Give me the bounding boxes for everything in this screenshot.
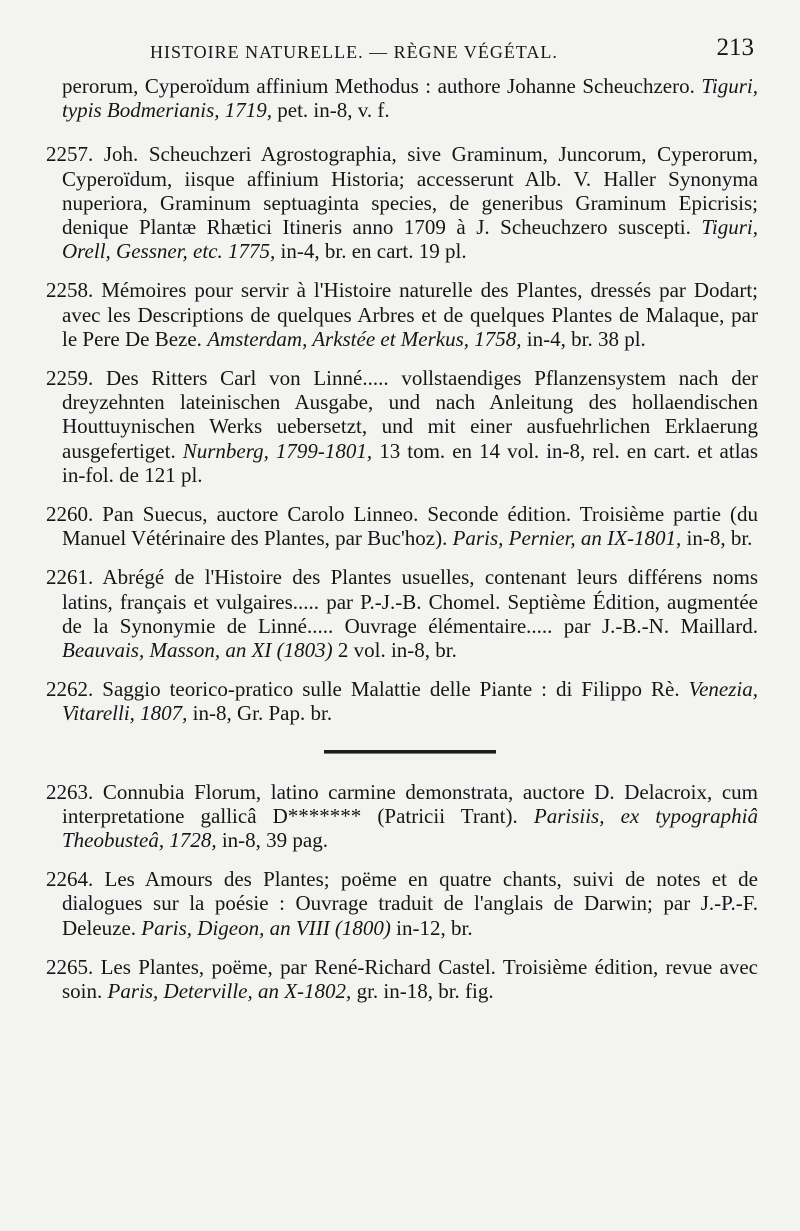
entry-text: Des Ritters Carl von Linné..... vollstaendiges Pflanzensystem nach der dreyzehnten lateinischen Ausgabe, und nach Anleitung des hollaendischen Houttuynischen Werks uebersetzt, und mit einer ausfuehrlichen Erklaerung ausgefertiget. [62,366,759,463]
entry-text: Pan Suecus, auctore Carolo Linneo. Seconde édition. Troisième partie (du Manuel Vétérinaire des Plantes, par Buc'hoz). [62,502,758,551]
entry-number: 2259. [46,366,94,391]
entry-imprint: Beauvais, Masson, an XI (1803) [62,638,333,663]
page-number: 213 [716,34,754,61]
entry-text: Les Amours des Plantes; poëme en quatre chants, suivi de notes et de dialogues sur la poésie : Ouvrage traduit de l'anglais de Darwin; par J.-P.-F. Deleuze. [62,867,759,940]
entry-text: Saggio teorico-pratico sulle Malattie delle Piante : di Filippo Rè. [102,677,680,702]
entry-imprint: Tiguri, typis Bodmerianis, 1719, [62,74,758,123]
entry-number: 2262. [46,677,94,702]
entry-format: in-4, br. 38 pl. [526,326,646,351]
entry-number: 2263. [46,779,94,804]
entry-text: Abrégé de l'Histoire des Plantes usuelles, contenant leurs différens noms latins, français et vulgaires..... par P.-J.-B. Chomel. Septième Édition, augmentée de la Synonymie de Linné..... Ouvrage élémentaire..... par J.-B.-N. Maillard. [62,565,758,638]
section-divider-rule [324,750,496,754]
entry-number: 2257. [46,142,94,167]
entry-imprint: Nurnberg, 1799-1801, [182,438,373,463]
entry-number: 2260. [46,502,94,527]
entry-format: in-8, Gr. Pap. br. [192,701,333,726]
catalogue-entry [46,502,758,551]
page-header [62,30,758,74]
catalogue-entries [46,74,759,1004]
entry-imprint: Amsterdam, Arkstée et Merkus, 1758, [207,326,522,351]
entry-imprint: Paris, Digeon, an VIII (1800) [141,915,391,940]
entry-text: Les Plantes, poëme, par René-Richard Castel. Troisième édition, revue avec soin. [62,954,758,1004]
entry-format: pet. in-8, v. f. [277,98,390,123]
entry-format: in-8, br. [686,526,753,551]
entry-format: 13 tom. en 14 vol. in-8, rel. en cart. et atlas in-fol. de 121 pl. [62,438,759,487]
entry-text: Joh. Scheuchzeri Agrostographia, sive Graminum, Juncorum, Cyperorum, Cyperoïdum, iisque affinium Historia; accesserunt Alb. V. Haller Synonyma nuperiora, Graminum septuaginta species, de generibus Graminum Epicrisis; denique Plantæ Rhætici Itineris anno 1709 à J. Scheuchzero suscepti. [62,142,759,240]
entry-imprint: Tiguri, Orell, Gessner, etc. 1775, [62,215,758,264]
entry-number: 2264. [46,867,94,892]
entry-imprint: Paris, Deterville, an X-1802, [107,979,352,1004]
catalogue-entry [46,867,759,940]
catalogue-entry [46,677,759,726]
entry-imprint: Parisiis, ex typographiâ Theobusteâ, 1728, [62,803,758,853]
entry-text: Connubia Florum, latino carmine demonstrata, auctore D. Delacroix, cum interpretatione gallicâ D******* (Patricii Trant). [62,779,759,828]
entry-format: in-12, br. [396,915,473,940]
entry-imprint: Venezia, Vitarelli, 1807, [62,677,759,726]
entry-text: perorum, Cyperoïdum affinium Methodus : authore Johanne Scheuchzero. [62,74,695,98]
catalogue-entry [62,74,758,122]
entry-format: gr. in-18, br. fig. [356,979,494,1004]
entry-number: 2265. [46,954,94,979]
catalogue-entry [46,278,759,351]
entry-text: Mémoires pour servir à l'Histoire naturelle des Plantes, dressés par Dodart; avec les Descriptions de quelques Arbres et de quelques Plantes de Malaque, par le Pere De Beze. [62,278,759,351]
catalogue-entry [46,142,759,264]
entry-format: in-4, br. en cart. 19 pl. [280,239,467,264]
entry-format: in-8, 39 pag. [221,828,328,853]
catalogue-entry [46,779,759,853]
catalogue-entry [46,954,758,1004]
catalogue-entry [46,565,758,663]
entry-number: 2258. [46,278,94,303]
catalogue-entry [46,366,759,487]
running-head: HISTOIRE NATURELLE. — RÈGNE VÉGÉTAL. [150,42,558,62]
entry-format: 2 vol. in-8, br. [337,638,457,663]
entry-number: 2261. [46,565,94,590]
entry-imprint: Paris, Pernier, an IX-1801, [452,526,682,551]
